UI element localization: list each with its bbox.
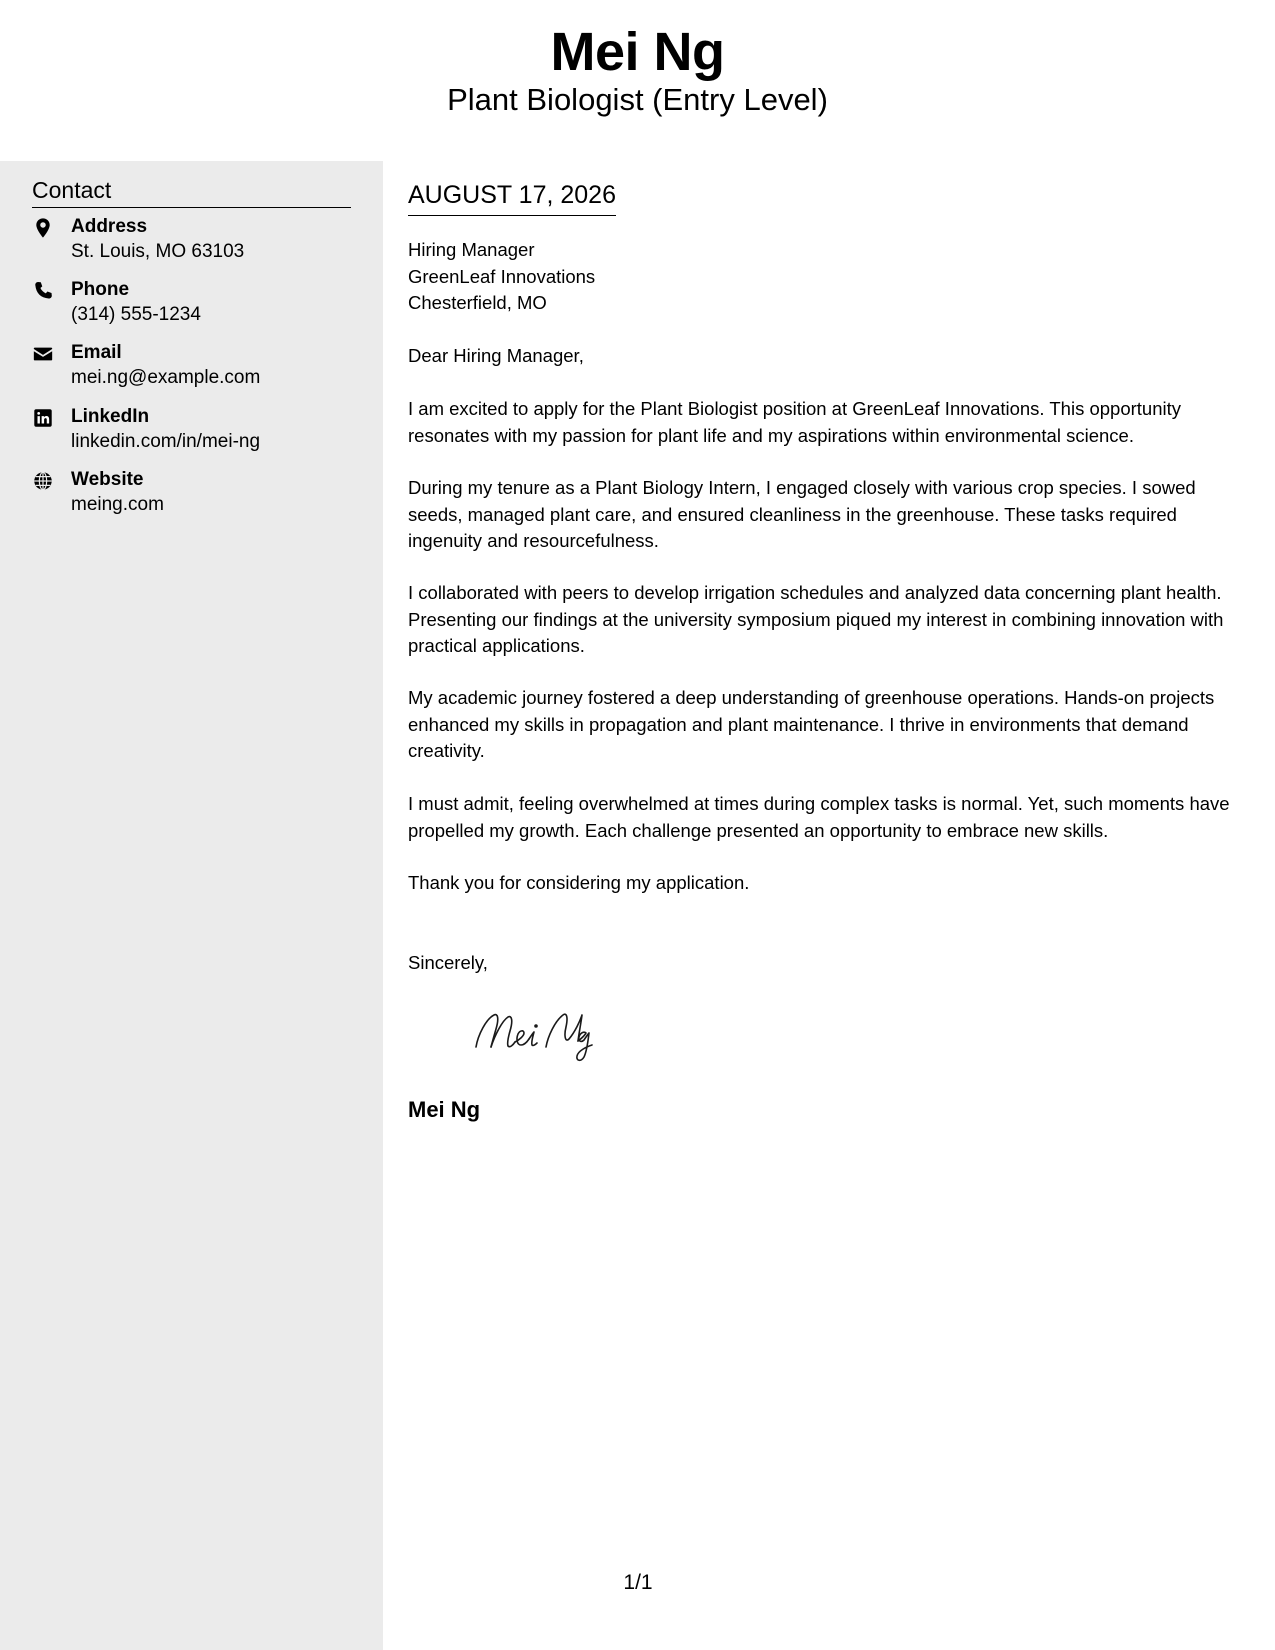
page-number: 1/1 xyxy=(623,1571,653,1594)
contact-label: Phone xyxy=(71,279,130,300)
applicant-name: Mei Ng xyxy=(550,22,725,82)
contact-email xyxy=(32,341,362,397)
signed-name: Mei Ng xyxy=(408,1097,481,1122)
letter-paragraph: I collaborated with peers to develop irrigation schedules and analyzed data concerning plant health. Presenting our findings at the university symposium piqued my interest in combining innovation with practical applications. xyxy=(408,582,1224,656)
letter-paragraph: During my tenure as a Plant Biology Intern, I engaged closely with various crop species. I sowed seeds, managed plant care, and ensured cleanliness in the greenhouse. These tasks required ingenuity and resourcefulness. xyxy=(408,477,1196,551)
contact-address xyxy=(32,215,362,271)
contact-label: Email xyxy=(71,342,122,363)
contact-value: linkedin.com/in/mei-ng xyxy=(71,431,261,452)
map-pin-icon xyxy=(32,217,54,239)
recipient-line: Chesterfield, MO xyxy=(408,292,547,313)
contact-value: St. Louis, MO 63103 xyxy=(71,241,245,262)
contact-label: Website xyxy=(71,469,144,490)
contact-website xyxy=(32,468,362,524)
contact-heading: Contact xyxy=(32,175,351,208)
contact-sidebar xyxy=(0,161,383,1650)
phone-icon xyxy=(32,280,54,302)
letter-paragraph: I must admit, feeling overwhelmed at times during complex tasks is normal. Yet, such moments have propelled my growth. Each challenge presented an opportunity to embrace new skills. xyxy=(408,793,1230,841)
letter-date: AUGUST 17, 2026 xyxy=(408,179,616,216)
letter-paragraph: Thank you for considering my application. xyxy=(408,872,750,893)
contact-label: Address xyxy=(71,216,148,237)
closing: Sincerely, xyxy=(408,952,488,973)
handwritten-signature xyxy=(468,999,688,1069)
recipient-line: GreenLeaf Innovations xyxy=(408,265,596,287)
letter-paragraph: My academic journey fostered a deep understanding of greenhouse operations. Hands-on projects enhanced my skills in propagation and plant maintenance. I thrive in environments that demand creativity. xyxy=(408,687,1215,761)
contact-label: LinkedIn xyxy=(71,406,150,427)
contact-linkedin xyxy=(32,405,362,461)
globe-icon xyxy=(32,470,54,492)
contact-value: mei.ng@example.com xyxy=(71,367,261,388)
recipient-line: Hiring Manager xyxy=(408,239,535,260)
contact-value: (314) 555-1234 xyxy=(71,304,201,325)
letter-paragraph: I am excited to apply for the Plant Biologist position at GreenLeaf Innovations. This opportunity resonates with my passion for plant life and my aspirations within environmental science. xyxy=(408,398,1181,446)
recipient-block xyxy=(408,237,595,317)
envelope-icon xyxy=(32,343,54,365)
salutation: Dear Hiring Manager, xyxy=(408,345,584,366)
contact-phone xyxy=(32,278,362,334)
linkedin-icon xyxy=(32,407,54,429)
letter-header xyxy=(0,0,1275,160)
applicant-title: Plant Biologist (Entry Level) xyxy=(447,82,828,117)
contact-value: meing.com xyxy=(71,494,164,515)
